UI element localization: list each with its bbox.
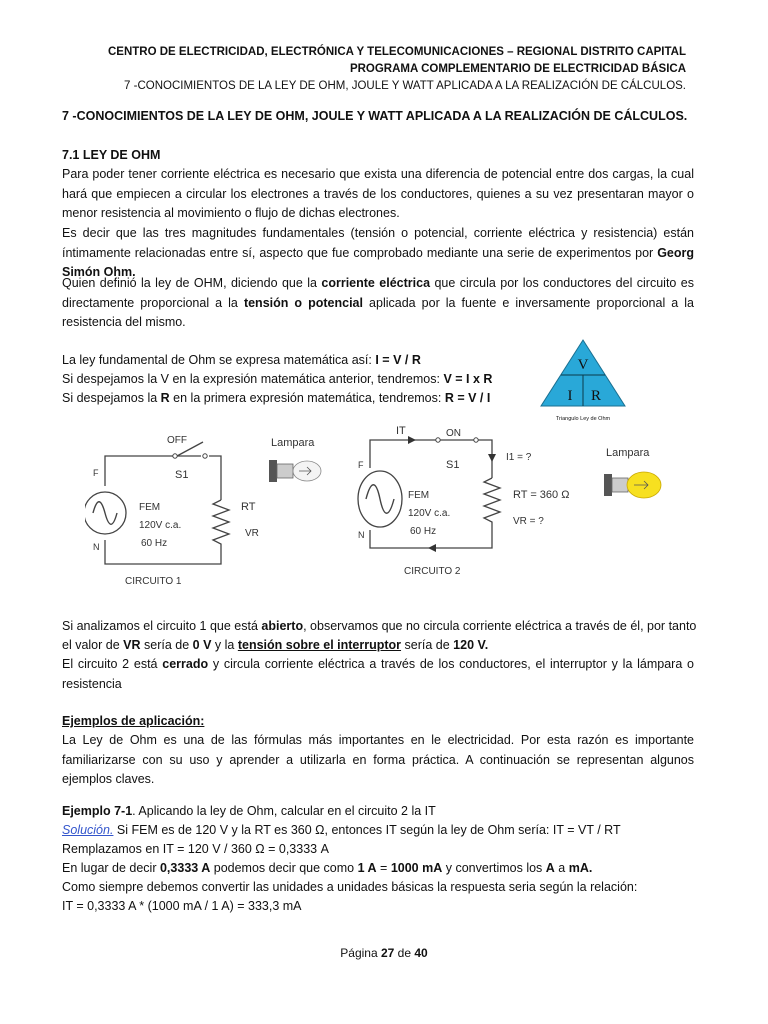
example-3-d: 1 A [357,861,377,875]
formula-line-1 [62,351,421,370]
circuit-2-sine [366,485,394,514]
analysis-3-text-a: El circuito 2 está [62,657,163,671]
analysis-3-bold: cerrado [162,657,209,671]
circuit-2-rt-label: RT = 360 Ω [513,489,570,501]
circuit-1-switch-contact-a [173,454,177,458]
circuit-1-lamp-label: Lampara [271,437,315,449]
formula-1-expr: I = V / R [375,353,421,367]
example-title [62,802,436,821]
examples-title: Ejemplos de aplicación: [62,714,205,728]
circuit-2-i1-arrow [488,454,496,462]
paragraph-1: Para poder tener corriente eléctrica es necesario que exista una diferencia de potencial entre dos cargas, la cual hará que empiecen a circular los electrones a través de los conductores, quienes a su vez presentaran mayor o menor resistencia al movimiento o flujo de dichas electrones. [62,167,694,220]
circuit-2-switch-contact-a [436,438,440,442]
example-solution-line [62,821,621,840]
circuit-1-resistor [213,500,229,548]
solution-link[interactable]: Solución. [62,823,114,837]
circuit-2-caption: CIRCUITO 2 [404,566,461,577]
circuit-1-switch-contact-b [203,454,207,458]
circuit-1-freq-label: 60 Hz [141,538,168,549]
circuit-2-diagram [350,420,680,582]
circuit-1-rt-label: RT [241,501,256,513]
circuit-2-on-label: ON [446,428,461,439]
analysis-2-text-c: y la [211,638,238,652]
circuit-1-f-label: F [93,468,99,478]
analysis-1-bold: abierto [261,619,304,633]
circuit-1-s1-label: S1 [175,469,189,481]
circuit-2-resistor [484,478,500,530]
circuit-2-it-label: IT [396,425,406,437]
formula-3-r: R [160,391,170,405]
analysis-3-text-b: y circula corriente eléctrica a través de los conductores, el interruptor y la lámpara o resistencia [62,657,694,691]
analysis-2-text-a: el valor de [62,638,124,652]
circuit-2-it-arrow [408,436,416,444]
circuit-2-fem-label: FEM [408,490,430,501]
analysis-2-text-b: sería de [140,638,193,652]
example-number: Ejemplo 7-1 [62,804,133,818]
circuit-2-i1-label: I1 = ? [506,452,532,463]
analysis-2-vr: VR [123,638,141,652]
example-title-text: . Aplicando la ley de Ohm, calcular en el circuito 2 la IT [132,804,436,818]
example-3-f: 1000 mA [390,861,443,875]
page-title: 7 -CONOCIMIENTOS DE LA LEY DE OHM, JOULE Y WATT APLICADA A LA REALIZACIÓN DE CÁLCULOS. [62,109,688,123]
example-3-b: 0,3333 A [159,861,211,875]
circuit-2-voltage-label: 120V c.a. [408,508,451,519]
circuit-1-voltage-label: 120V c.a. [139,520,182,531]
circuit-1-fem-label: FEM [139,502,161,513]
paragraph-2-name: Georg Simón Ohm. [62,245,694,279]
section-title: 7.1 LEY DE OHM [62,148,161,162]
circuit-1-diagram [85,428,355,590]
paragraph-3-text-c: aplicada por la fuente e inversamente proporcional a la resistencia del mismo. [62,295,695,329]
analysis-1-text-b: , observamos que no circula corriente eléctrica a través de él, por tanto [303,619,697,633]
circuit-2-f-label: F [358,460,364,470]
circuit-2-switch-contact-b [474,438,478,442]
example-line-2: Remplazamos en IT = 120 V / 360 Ω = 0,3333 A [62,842,329,856]
formula-line-3 [62,389,490,408]
examples-paragraph: La Ley de Ohm es una de las fórmulas más importantes en le electricidad. Por esta razón es importante familiarizarse con su uso y aprender a utilizarla en forma práctica. A continuación se representan algunos ejemplos claves. [62,733,694,786]
analysis-line-2 [62,636,488,655]
analysis-line-1 [62,617,696,636]
circuit-2-s1-label: S1 [446,459,460,471]
footer-page-number: 27 [380,946,395,960]
circuit-2-lamp-icon [604,472,661,498]
circuit-2-n-label: N [358,530,365,540]
footer-page-word: Página [340,946,381,960]
footer-total-pages: 40 [414,946,428,960]
example-line-5: IT = 0,3333 A * (1000 mA / 1 A) = 333,3 mA [62,899,302,913]
analysis-2-switch-voltage: tensión sobre el interruptor [237,638,402,652]
header-line-3: 7 -CONOCIMIENTOS DE LA LEY DE OHM, JOULE Y WATT APLICADA A LA REALIZACIÓN DE CÁLCULOS. [124,80,686,92]
analysis-2-text-d: sería de [401,638,454,652]
circuit-1-caption: CIRCUITO 1 [125,576,182,587]
formula-3-text-a: Si despejamos la [62,391,161,405]
header-line-2: PROGRAMA COMPLEMENTARIO DE ELECTRICIDAD BÁSICA [349,63,686,75]
paragraph-3-bold-b: tensión o potencial [243,295,363,310]
example-3-g: y convertimos los [442,861,546,875]
circuit-1-vr-label: VR [245,528,259,539]
example-3-e: = [376,861,391,875]
example-line-3 [62,859,592,878]
circuit-2-return-arrow [428,544,436,552]
circuit-2-vr-label: VR = ? [513,516,544,527]
example-line-4: Como siempre debemos convertir las unidades a unidades básicas la respuesta seria según la relación: [62,880,638,894]
example-3-i: a [554,861,569,875]
example-3-a: En lugar de decir [62,861,160,875]
circuit-1-off-label: OFF [167,435,187,446]
page-footer [0,946,768,960]
solution-text: Si FEM es de 120 V y la RT es 360 Ω, entonces IT según la ley de Ohm sería: IT = VT / RT [113,823,621,837]
triangle-v: V [577,357,589,373]
header-line-1: CENTRO DE ELECTRICIDAD, ELECTRÓNICA Y TELECOMUNICACIONES – REGIONAL DISTRITO CAPITAL [107,46,686,58]
example-3-h: A [545,861,555,875]
analysis-1-text-a: Si analizamos el circuito 1 que está [62,619,262,633]
paragraph-3-bold-a: corriente eléctrica [321,276,431,290]
formula-2-expr: V = I x R [443,372,493,386]
circuit-1-n-label: N [93,542,100,552]
analysis-2-zero: 0 V [192,638,212,652]
example-3-j: mA. [568,861,593,875]
triangle-caption: Triangulo Ley de Ohm [555,416,611,422]
ohm-triangle-figure [537,338,629,428]
paragraph-3-text-a: Quien definió la ley de OHM, diciendo que la [62,276,322,290]
paragraph-3-text-b: que circula por los conductores del circuito es directamente proporcional a la [62,276,694,310]
formula-3-expr: R = V / I [444,391,491,405]
example-3-c: podemos decir que como [210,861,358,875]
footer-of-word: de [394,946,415,960]
formula-line-2 [62,370,492,389]
circuit-1-sine [93,502,117,525]
circuit-2-freq-label: 60 Hz [410,526,437,537]
circuit-1-lamp-icon [269,460,321,482]
triangle-r: R [590,388,602,404]
formula-2-text: Si despejamos la V en la expresión matemática anterior, tendremos: [62,372,444,386]
formula-1-text: La ley fundamental de Ohm se expresa matemática así: [62,353,376,367]
analysis-paragraph-3 [62,655,694,694]
analysis-2-120v: 120 V. [453,638,489,652]
formula-3-text-b: en la primera expresión matemática, tendremos: [169,391,445,405]
circuit-2-lamp-label: Lampara [606,447,650,459]
triangle-i: I [567,388,573,404]
paragraph-3 [62,274,694,333]
paragraph-2-text: Es decir que las tres magnitudes fundamentales (tensión o potencial, corriente eléctrica y resistencia) están íntimamente relacionadas entre sí, aspecto que fue comprobado mediante una serie de experimentos por [62,226,694,260]
